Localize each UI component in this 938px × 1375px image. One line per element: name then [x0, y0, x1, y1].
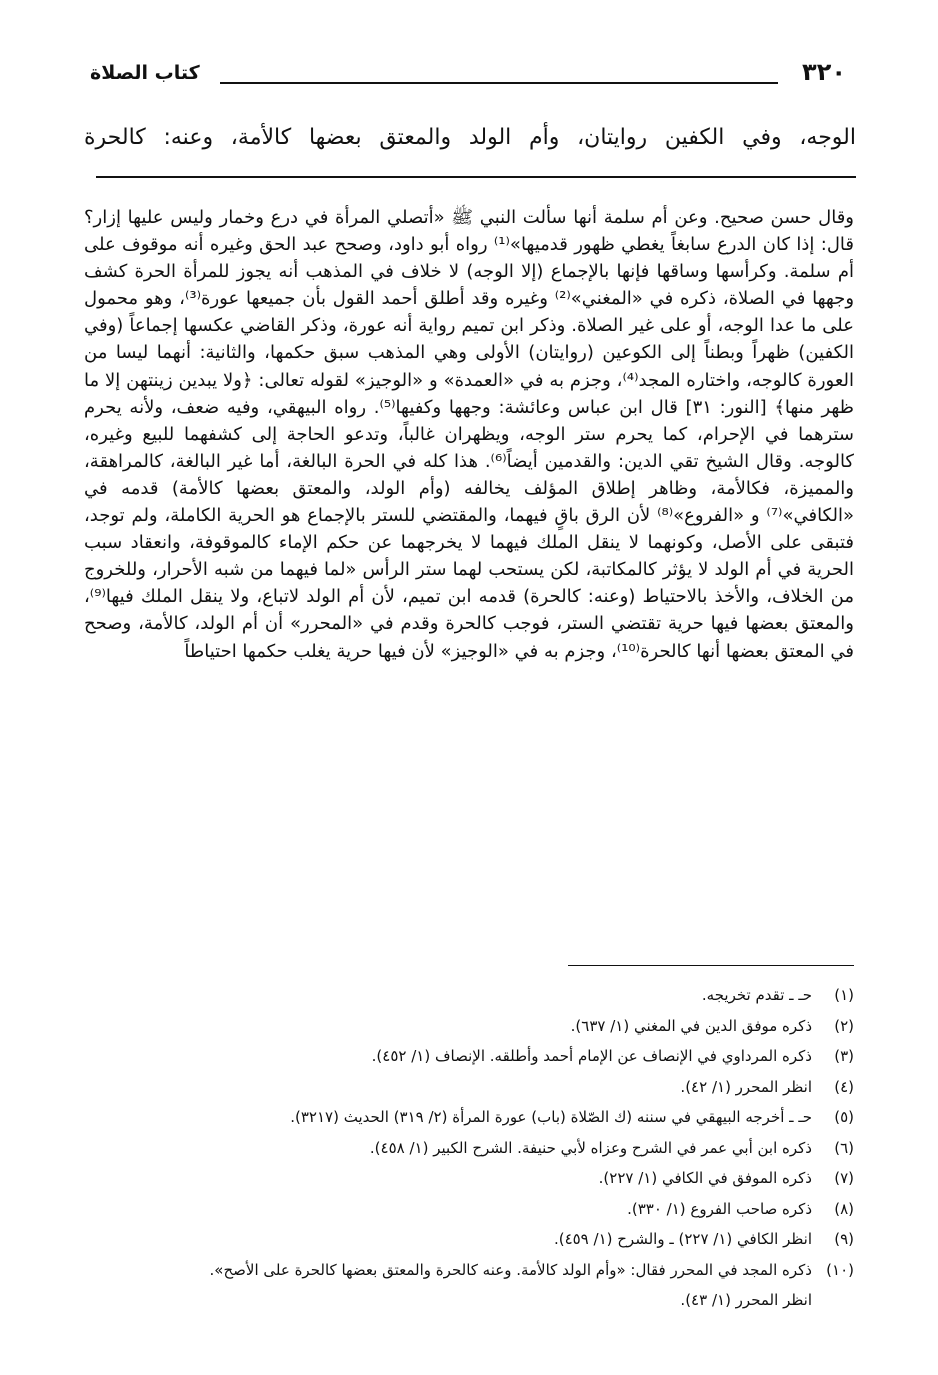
footnote-text: حـ ـ أخرجه البيهقي في سننه (ك الصّلاة (باب) عورة المرأة (٢/ ٣١٩) الحديث (٣٢١٧).: [290, 1108, 812, 1126]
matn-text: الوجه، وفي الكفين روايتان، وأم الولد والمعتق بعضها كالأمة، وعنه: كالحرة: [84, 125, 856, 150]
footnote-number: (٦): [834, 1138, 854, 1157]
footnote-number: (٧): [834, 1169, 854, 1187]
footnote-item: [84, 1072, 854, 1103]
footnote-number: (٥): [834, 1108, 854, 1126]
book-title: كتاب الصلاة: [90, 62, 200, 84]
footnote-number: (١): [834, 986, 854, 1004]
footnote-text: ذكره المرداوي في الإنصاف عن الإمام أحمد وأطلقه. الإنصاف (١/ ٤٥٢).: [371, 1047, 812, 1065]
running-head: [90, 58, 846, 92]
footnote-item: [84, 1224, 854, 1255]
footnote-item: [84, 1011, 854, 1042]
commentary-paragraph: وقال حسن صحيح. وعن أم سلمة أنها سألت النبي ﷺ «أتصلي المرأة في درع وخمار وليس عليها إزار؟ قال: إذا كان الدرع سابغاً يغطي ظهور قدميها»⁽¹⁾ رواه أبو داود، وصحح عبد الحق وغيره أنه موقوف على أم سلمة. وكرأسها وساقها فإنها بالإجماع (إلا الوجه) لا خلاف في المذهب أنه يجوز للمرأة الحرة كشف وجهها في الصلاة، ذكره في «المغني»⁽²⁾ وغيره وقد أطلق أحمد القول بأن جميعها عورة⁽³⁾، وهو محمول على ما عدا الوجه، أو على غير الصلاة. وذكر ابن تميم رواية أنه عورة، وذكر القاضي عكسها إجماعاً (وفي الكفين) ظهراً وبطناً إلى الكوعين (روايتان) الأولى وهي المذهب سبق حكمها، والثانية: أنهما ليسا من العورة كالوجه، واختاره المجد⁽⁴⁾، وجزم به في «العمدة» و «الوجيز» لقوله تعالى: ﴿ولا يبدين زينتهن إلا ما ظهر منها﴾ [النور: ٣١] قال ابن عباس وعائشة: وجهها وكفيها⁽⁵⁾. رواه البيهقي، وفيه ضعف، ولأنه يحرم سترهما في الإحرام، كما يحرم ستر الوجه، ويظهران غالباً، وتدعو الحاجة إلى كشفهما للبيع وغيره، كالوجه. وقال الشيخ تقي الدين: والقدمين أيضاً⁽⁶⁾. هذا كله في الحرة البالغة، أما غير البالغة، كالمراهقة، والمميزة، فكالأمة، وظاهر إطلاق المؤلف يخالفه (وأم الولد، والمعتق بعضها كالأمة) قدمه في «الكافي»⁽⁷⁾ و «الفروع»⁽⁸⁾ لأن الرق باقٍ فيهما، والمقتضي للستر بالإجماع هو الحرية الكاملة، ولم توجد، فتبقى على الأصل، وكونهما لا ينقل الملك فيهما لا يخرجهما عن حكم الإماء كالموقوفة، وانعقاد سبب الحرية في أم الولد لا يؤثر كالمكاتبة، لكن يستحب لهما ستر الرأس «لما فيهما من شبه الأحرار، وللخروج من الخلاف، والأخذ بالاحتياط (وعنه: كالحرة) قدمه ابن تميم، لأن أم الولد لاتباع، ولا ينقل الملك فيها⁽⁹⁾، والمعتق بعضها فيها حرية تقتضي الستر، فوجب كالحرة وقدم في «المحرر» أن أم الولد، كالأمة، وصحح في المعتق بعضها أنها كالحرة⁽¹⁰⁾، وجزم به في «الوجيز» لأن فيها حرية يغلب حكمها احتياطاً: [84, 207, 855, 662]
footnote-number: (٤): [834, 1077, 854, 1096]
footnote-item: [84, 1041, 854, 1072]
footnote-number: (١٠): [826, 1260, 854, 1279]
footnote-text: ذكره المجد في المحرر فقال: «وأم الولد كالأمة. وعنه كالحرة والمعتق بعضها كالحرة على الأصح».: [209, 1260, 812, 1279]
footnote-item: [84, 1102, 854, 1133]
footnote-continuation: انظر المحرر (١/ ٤٣).: [680, 1291, 812, 1309]
footnote-item: [84, 1194, 854, 1225]
commentary-body: [84, 204, 854, 665]
footnote-number: (٩): [834, 1230, 854, 1248]
footnote-item: [84, 1255, 854, 1286]
footnote-text: ذكره الموفق في الكافي (١/ ٢٢٧).: [598, 1169, 812, 1187]
header-rule: [220, 82, 778, 84]
page-number: ٣٢٠: [802, 58, 846, 86]
footnote-item: [84, 1163, 854, 1194]
footnote-number: (٨): [834, 1199, 854, 1218]
footnote-text: انظر الكافي (١/ ٢٢٧) ـ والشرح (١/ ٤٥٩).: [553, 1230, 812, 1248]
footnote-item: [84, 980, 854, 1011]
footnotes: [84, 980, 854, 1316]
matn-divider: [96, 176, 856, 178]
footnote-item: [84, 1133, 854, 1164]
footnote-number: (٣): [834, 1047, 854, 1065]
footnote-text: انظر المحرر (١/ ٤٢).: [680, 1077, 812, 1096]
footnote-number: (٢): [834, 1016, 854, 1035]
footnote-divider: [568, 965, 854, 966]
footnote-text: ذكره موفق الدين في المغني (١/ ٦٣٧).: [570, 1016, 812, 1035]
footnote-text: ذكره ابن أبي عمر في الشرح وعزاه لأبي حنيفة. الشرح الكبير (١/ ٤٥٨).: [369, 1138, 812, 1157]
footnote-text: ذكره صاحب الفروع (١/ ٣٣٠).: [627, 1199, 812, 1218]
footnote-text: حـ ـ تقدم تخريجه.: [701, 986, 812, 1004]
